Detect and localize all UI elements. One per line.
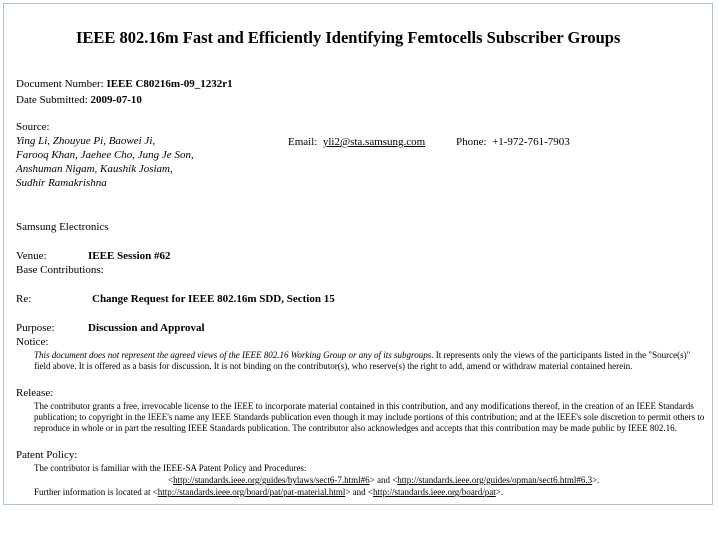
phone-value: +1-972-761-7903	[492, 136, 570, 148]
patent-line-2: <http://standards.ieee.org/guides/bylaws/sect6-7.html#6> and <http://standards.ieee.org/guides/opman/sect6.html#6.3>.	[168, 475, 600, 485]
date-submitted-row	[16, 94, 142, 107]
further-info-text: Further information is located at	[34, 487, 151, 497]
patent-and-text: and	[352, 487, 366, 497]
author-line: Anshuman Nigam, Kaushik Josiam,	[16, 163, 173, 175]
purpose-label: Purpose:	[16, 322, 55, 334]
patent-line-1: The contributor is familiar with the IEEE-SA Patent Policy and Procedures:	[34, 463, 307, 473]
re-label: Re:	[16, 293, 32, 305]
author-line: Ying Li, Zhouyue Pi, Baowei Ji,	[16, 135, 156, 147]
document-number-label: Document Number:	[16, 78, 104, 90]
date-submitted-value: 2009-07-10	[90, 94, 142, 106]
venue-value: IEEE Session #62	[88, 250, 171, 262]
organization: Samsung Electronics	[16, 221, 109, 233]
purpose-value: Discussion and Approval	[88, 322, 205, 334]
notice-label: Notice:	[16, 336, 49, 348]
patent-opman-link[interactable]: http://standards.ieee.org/guides/opman/sect6.html#6.3	[397, 475, 593, 485]
document-number-value: IEEE C80216m-09_1232r1	[106, 78, 233, 90]
author-line: Farooq Khan, Jaehee Cho, Jung Je Son,	[16, 149, 194, 161]
phone-label: Phone:	[456, 136, 487, 148]
document-title: IEEE 802.16m Fast and Efficiently Identifying Femtocells Subscriber Groups	[76, 28, 621, 47]
patent-and-text: and	[376, 475, 390, 485]
email-row	[288, 136, 425, 149]
phone-row	[456, 136, 570, 149]
document-number-row	[16, 78, 233, 91]
email-link[interactable]: yli2@sta.samsung.com	[322, 136, 426, 148]
re-value: Change Request for IEEE 802.16m SDD, Section 15	[92, 293, 335, 305]
patent-board-link[interactable]: http://standards.ieee.org/board/pat	[372, 487, 496, 497]
notice-text	[34, 350, 706, 372]
notice-rest-text: . It represents only the views of the participants listed in the "Source(s)" field above. It is offered as a basis for discussion. It is not binding on the contributor(s), who reserve(s) the right to add, amend or withdraw material contained herein.	[34, 350, 691, 371]
date-submitted-label: Date Submitted:	[16, 94, 88, 106]
release-label: Release:	[16, 387, 54, 399]
patent-bylaws-link[interactable]: http://standards.ieee.org/guides/bylaws/sect6-7.html#6	[173, 475, 370, 485]
patent-material-link[interactable]: http://standards.ieee.org/board/pat/pat-material.html	[157, 487, 346, 497]
notice-italic-text: This document does not represent the agreed views of the IEEE 802.16 Working Group or any of its subgroups	[34, 350, 432, 360]
author-line: Sudhir Ramakrishna	[16, 177, 107, 189]
venue-label: Venue:	[16, 250, 47, 262]
base-contributions-label: Base Contributions:	[16, 264, 104, 276]
patent-line-3: Further information is located at <http://standards.ieee.org/board/pat/pat-material.html> and <http://standards.ieee.org/board/pat>.	[34, 487, 504, 497]
source-label: Source:	[16, 121, 50, 133]
release-text: The contributor grants a free, irrevocable license to the IEEE to incorporate material contained in this contribution, and any modifications thereof, in the creation of an IEEE Standards publication; to copyright in the IEEE's name any IEEE Standards publication even though it may include portions of this contribution; and at the IEEE's sole discretion to permit others to reproduce in whole or in part the resulting IEEE Standards publication. The contributor also acknowledges and accepts that this contribution may be made public by IEEE 802.16.	[34, 401, 705, 433]
patent-policy-label: Patent Policy:	[16, 449, 78, 461]
email-label: Email:	[288, 136, 318, 148]
